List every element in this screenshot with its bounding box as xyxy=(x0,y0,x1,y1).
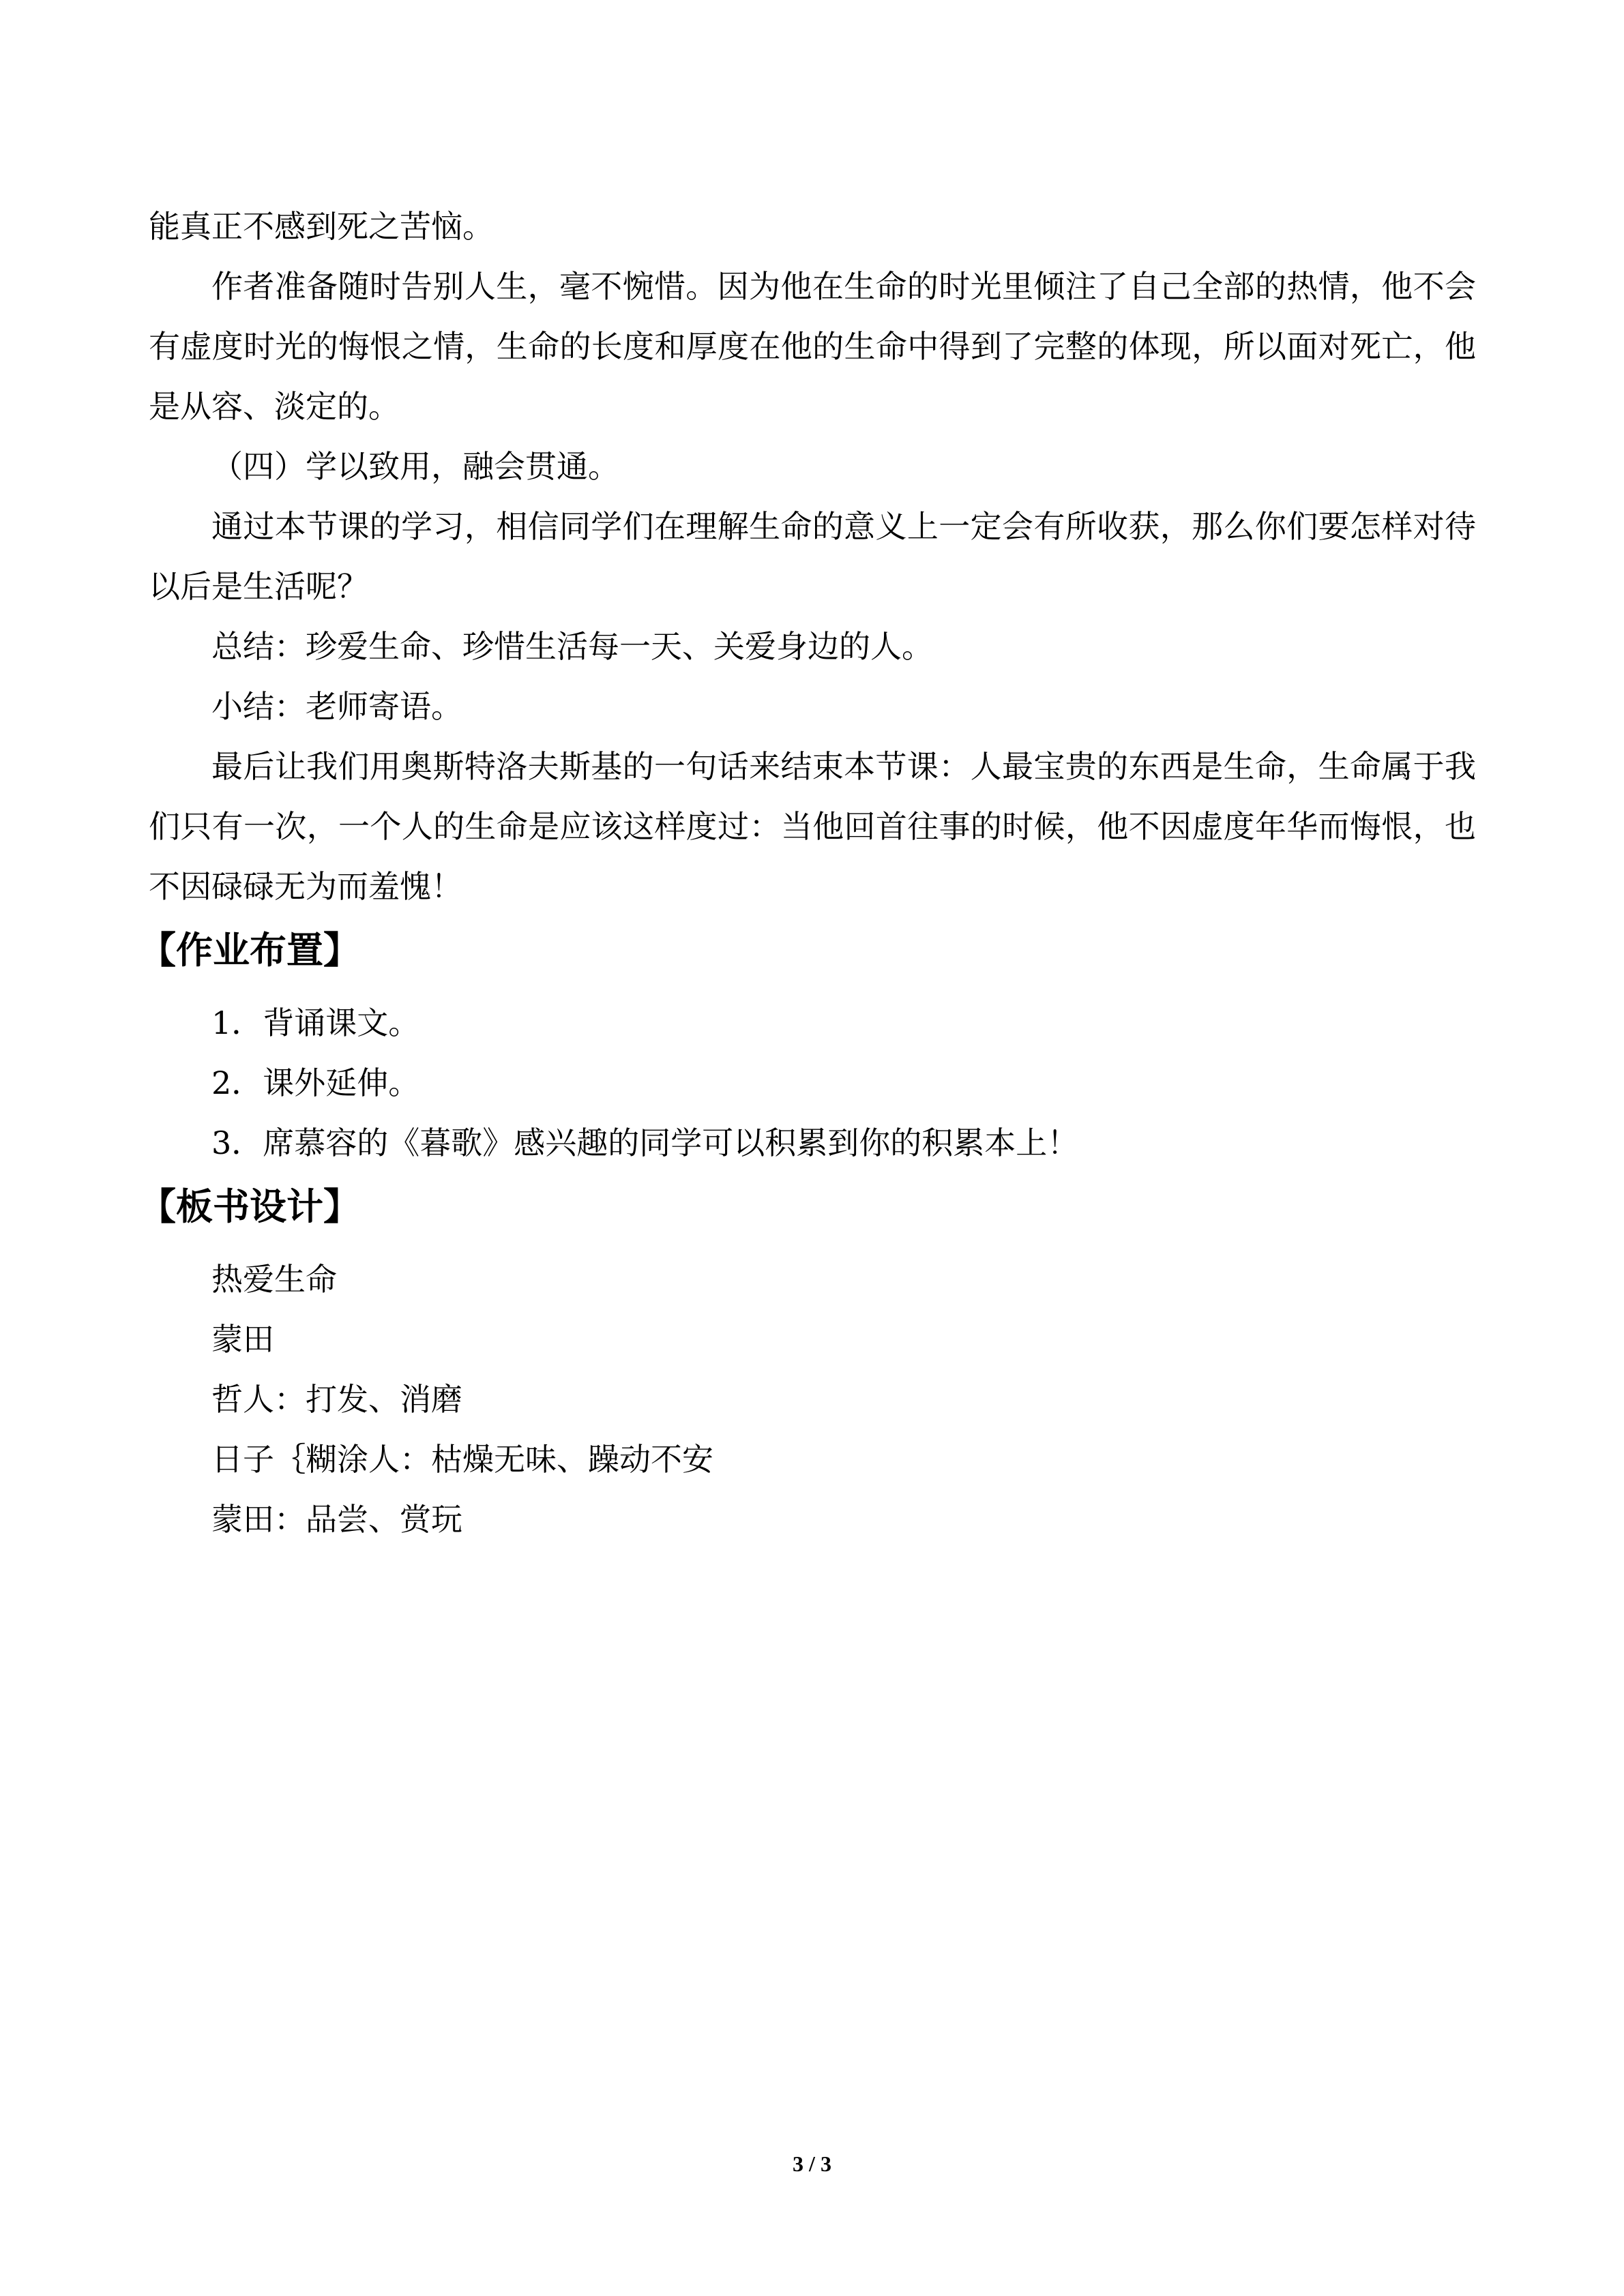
homework-item-text: 课外延伸。 xyxy=(263,1064,420,1101)
paragraph-question: 通过本节课的学习，相信同学们在理解生命的意义上一定会有所收获，那么你们要怎样对待以后是生活呢？ xyxy=(149,508,1476,605)
board-design xyxy=(149,1249,1476,1549)
board-line: 日子｛糊涂人：枯燥无味、躁动不安 xyxy=(211,1441,713,1478)
homework-item-number: 2． xyxy=(211,1064,263,1101)
page-number: 3 / 3 xyxy=(793,2151,831,2176)
homework-item-number: 1． xyxy=(211,1004,263,1041)
homework-heading: 【作业布置】 xyxy=(139,929,360,972)
homework-list xyxy=(149,993,1476,1173)
section-subtitle: （四）学以致用，融会贯通。 xyxy=(211,448,619,485)
homework-item-number: 3． xyxy=(211,1124,263,1161)
paragraph-author-attitude: 作者准备随时告别人生，毫不惋惜。因为他在生命的时光里倾注了自己全部的热情，他不会有虚度时光的悔恨之情，生命的长度和厚度在他的生命中得到了完整的体现，所以面对死亡，他是从容、淡定的。 xyxy=(149,268,1476,425)
paragraph-continuation: 能真正不感到死之苦恼。 xyxy=(149,208,494,245)
board-line: 蒙田 xyxy=(211,1321,274,1358)
board-line: 热爱生命 xyxy=(211,1261,337,1298)
homework-item xyxy=(149,1053,1476,1113)
paragraph-brief-summary: 小结：老师寄语。 xyxy=(211,688,462,725)
paragraph-summary: 总结：珍爱生命、珍惜生活每一天、关爱身边的人。 xyxy=(211,628,933,665)
document-body xyxy=(139,196,1476,1549)
homework-item-text: 背诵课文。 xyxy=(263,1004,420,1041)
paragraph-closing-quote: 最后让我们用奥斯特洛夫斯基的一句话来结束本节课：人最宝贵的东西是生命，生命属于我们只有一次，一个人的生命是应该这样度过：当他回首往事的时候，他不因虚度年华而悔恨，也不因碌碌无为而羞愧！ xyxy=(149,748,1476,905)
board-line: 蒙田：品尝、赏玩 xyxy=(211,1501,462,1538)
homework-item xyxy=(149,993,1476,1053)
board-line: 哲人：打发、消磨 xyxy=(211,1381,462,1418)
board-design-heading: 【板书设计】 xyxy=(139,1185,360,1228)
homework-item-text: 席慕容的《暮歌》感兴趣的同学可以积累到你的积累本上！ xyxy=(263,1124,1079,1161)
homework-item xyxy=(149,1113,1476,1173)
